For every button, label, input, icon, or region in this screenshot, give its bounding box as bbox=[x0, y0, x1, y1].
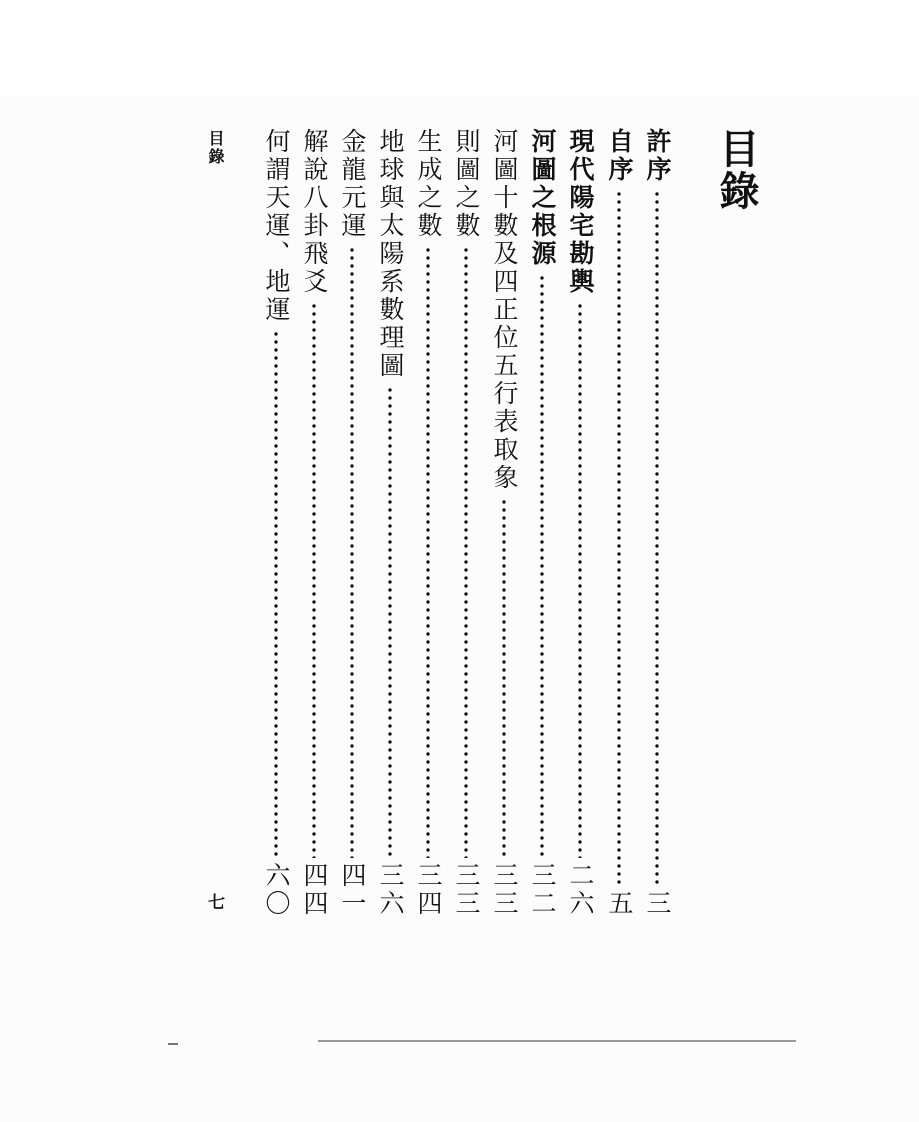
toc-entry-label: 地球與太陽系數理圖 bbox=[376, 128, 405, 380]
dot-leader bbox=[617, 190, 621, 886]
toc-entry-page: 三六 bbox=[376, 862, 405, 918]
dot-leader bbox=[655, 190, 659, 886]
toc-entry bbox=[602, 128, 636, 918]
dot-leader bbox=[502, 498, 506, 858]
toc-entry-label: 河圖十數及四正位五行表取象 bbox=[490, 128, 519, 492]
toc-entry bbox=[411, 128, 445, 918]
toc-entry-label: 河圖之根源 bbox=[528, 128, 557, 268]
dot-leader bbox=[426, 246, 430, 858]
toc-entry bbox=[297, 128, 331, 918]
scan-line bbox=[318, 1040, 796, 1042]
toc-entry-page: 三三 bbox=[452, 862, 481, 918]
toc-entry-label: 自序 bbox=[605, 128, 634, 184]
toc-title: 目錄 bbox=[713, 128, 759, 212]
toc-entry bbox=[640, 128, 674, 918]
toc-entry bbox=[563, 128, 597, 918]
scan-line bbox=[168, 1043, 178, 1045]
dot-leader bbox=[464, 246, 468, 858]
toc-entry bbox=[525, 128, 559, 918]
toc-entry-page: 三四 bbox=[414, 862, 443, 918]
toc-entry-page: 四四 bbox=[300, 862, 329, 918]
toc-entry-page: 三三 bbox=[490, 862, 519, 918]
toc-entry-label: 金龍元運 bbox=[338, 128, 367, 240]
dot-leader bbox=[350, 246, 354, 858]
toc-entry-page: 二六 bbox=[566, 862, 595, 918]
toc-entry-page: 六〇 bbox=[262, 862, 291, 918]
dot-leader bbox=[274, 330, 278, 858]
running-header: 目錄 bbox=[206, 130, 225, 166]
toc-entry bbox=[449, 128, 483, 918]
dot-leader bbox=[578, 302, 582, 858]
page-number: 七 bbox=[208, 893, 225, 913]
toc-entry-label: 現代陽宅勘輿 bbox=[566, 128, 595, 296]
toc-entry-label: 解說八卦飛爻 bbox=[300, 128, 329, 296]
toc-entry-label: 則圖之數 bbox=[452, 128, 481, 240]
toc-entry bbox=[335, 128, 369, 918]
dot-leader bbox=[540, 274, 544, 858]
toc-entry bbox=[259, 128, 293, 918]
dot-leader bbox=[312, 302, 316, 858]
toc-entry-label: 生成之數 bbox=[414, 128, 443, 240]
toc-entry-page: 三二 bbox=[528, 862, 557, 918]
toc-entry bbox=[487, 128, 521, 918]
toc-entry-label: 許序 bbox=[643, 128, 672, 184]
toc-entry-page: 三 bbox=[643, 890, 672, 918]
toc-entry bbox=[373, 128, 407, 918]
toc-entry-page: 四一 bbox=[338, 862, 367, 918]
dot-leader bbox=[388, 386, 392, 858]
toc-entry-label: 何謂天運、地運 bbox=[262, 128, 291, 324]
toc-entry-page: 五 bbox=[605, 890, 634, 918]
